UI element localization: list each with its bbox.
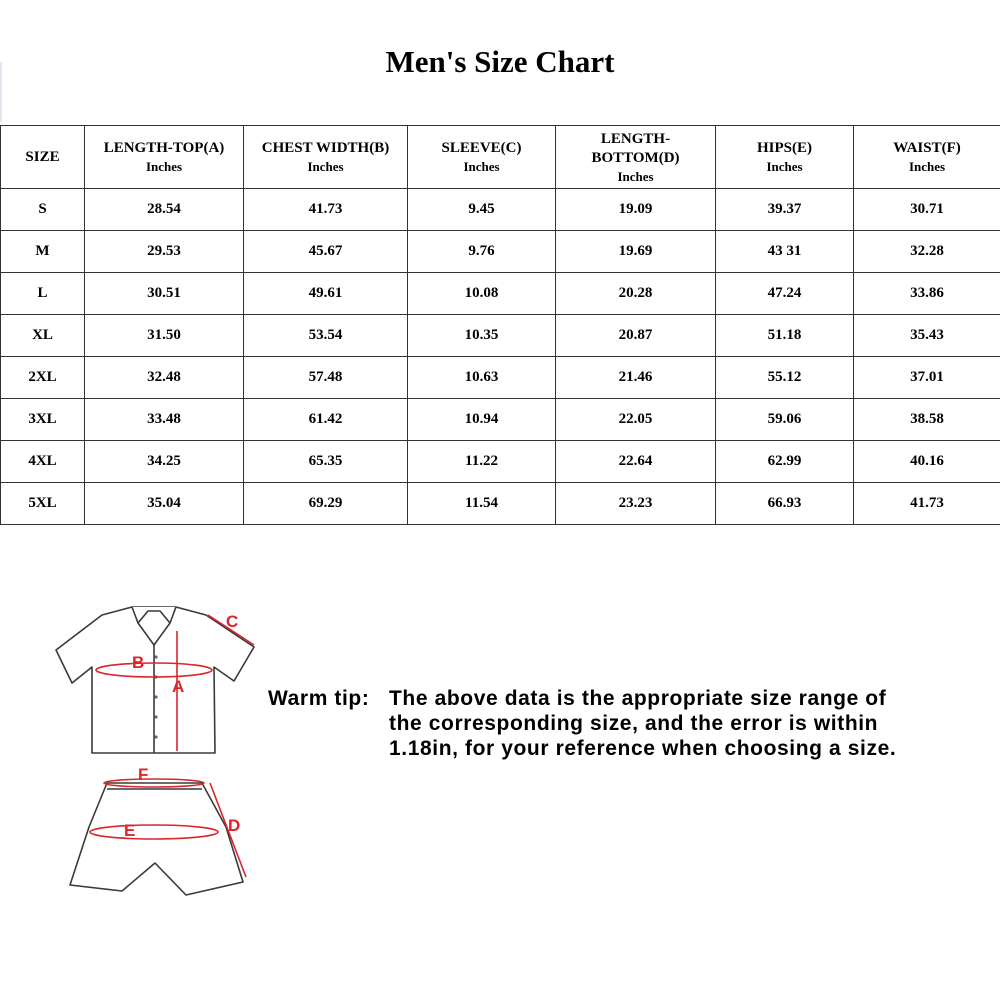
measurement-cell: 65.35 [244,441,408,483]
header-row [1,126,1000,189]
measurement-cell: 41.73 [854,483,1000,525]
measurement-cell: 19.09 [556,189,716,231]
column-header-label: WAIST(F) [893,140,961,156]
column-header [854,126,1000,189]
measurement-cell: 11.22 [408,441,556,483]
warm-tip-label: Warm tip: [268,687,370,710]
measurement-cell: 47.24 [716,273,854,315]
measurement-cell: 30.51 [85,273,244,315]
size-cell: 4XL [1,441,85,483]
label-b: B [132,653,145,672]
measurement-cell: 59.06 [716,399,854,441]
column-header-unit: Inches [617,168,654,184]
table-row [1,441,1000,483]
measurement-cell: 53.54 [244,315,408,357]
measurement-cell: 41.73 [244,189,408,231]
label-d: D [228,816,241,835]
measurement-cell: 33.48 [85,399,244,441]
size-cell: 5XL [1,483,85,525]
page-title: Men's Size Chart [385,44,615,79]
measurement-cell: 10.63 [408,357,556,399]
measurement-cell: 10.08 [408,273,556,315]
measurement-cell: 22.64 [556,441,716,483]
table-row [1,231,1000,273]
column-header [244,126,408,189]
column-header-label: SLEEVE(C) [441,140,522,156]
size-cell: L [1,273,85,315]
measurement-cell: 30.71 [854,189,1000,231]
measurement-cell: 35.43 [854,315,1000,357]
column-header-unit: Inches [463,159,500,174]
warm-tip-line: the corresponding size, and the error is within [389,712,879,735]
size-chart-table [0,125,1000,525]
measurement-cell: 37.01 [854,357,1000,399]
measurement-cell: 57.48 [244,357,408,399]
measurement-cell: 51.18 [716,315,854,357]
measurement-cell: 10.35 [408,315,556,357]
size-cell: XL [1,315,85,357]
column-header [85,126,244,189]
column-header-unit: Inches [766,159,803,174]
table-body [1,189,1000,525]
shirt-illustration [56,607,254,753]
column-header [408,126,556,189]
measurement-cell: 19.69 [556,231,716,273]
measurement-cell: 32.48 [85,357,244,399]
label-a: A [172,677,185,696]
column-header-label: LENGTH- BOTTOM(D) [591,130,680,166]
table-row [1,189,1000,231]
measurement-cell: 10.94 [408,399,556,441]
size-cell: 2XL [1,357,85,399]
measurement-cell: 69.29 [244,483,408,525]
table-row [1,315,1000,357]
measurement-cell: 29.53 [85,231,244,273]
measurement-cell: 23.23 [556,483,716,525]
column-header [1,126,85,189]
measurement-cell: 33.86 [854,273,1000,315]
column-header-unit: Inches [145,159,183,174]
edge-divider [0,62,2,122]
measurement-cell: 28.54 [85,189,244,231]
measurement-cell: 62.99 [716,441,854,483]
measurement-cell: 11.54 [408,483,556,525]
label-c: C [226,612,239,631]
measurement-cell: 43 31 [716,231,854,273]
measurement-cell: 34.25 [85,441,244,483]
table-row [1,483,1000,525]
measurement-cell: 55.12 [716,357,854,399]
column-header-label: SIZE [25,148,60,165]
size-cell: M [1,231,85,273]
table-row [1,399,1000,441]
warm-tip-text [389,686,988,761]
size-cell: S [1,189,85,231]
warm-tip-line: 1.18in, for your reference when choosing a size. [389,737,897,760]
measurement-cell: 31.50 [85,315,244,357]
warm-tip [268,686,988,761]
measurement-cell: 38.58 [854,399,1000,441]
measurement-cell: 20.87 [556,315,716,357]
garment-diagram [50,595,290,915]
measurement-cell: 39.37 [716,189,854,231]
label-e: E [124,821,136,840]
measurement-cell: 9.45 [408,189,556,231]
measurement-cell: 61.42 [244,399,408,441]
measurement-cell: 21.46 [556,357,716,399]
label-f: F [138,765,149,784]
column-header-label: CHEST WIDTH(B) [261,140,390,156]
measurement-cell: 49.61 [244,273,408,315]
measurement-cell: 66.93 [716,483,854,525]
measurement-cell: 45.67 [244,231,408,273]
column-header-label: LENGTH-TOP(A) [103,140,225,156]
measurement-cell: 9.76 [408,231,556,273]
warm-tip-line: The above data is the appropriate size range of [389,687,887,710]
measurement-cell: 20.28 [556,273,716,315]
column-header-label: HIPS(E) [756,140,812,156]
size-cell: 3XL [1,399,85,441]
table-row [1,357,1000,399]
measurement-cell: 35.04 [85,483,244,525]
column-header-unit: Inches [307,159,344,174]
column-header [556,126,716,189]
column-header-unit: Inches [908,159,946,174]
table-row [1,273,1000,315]
measurement-cell: 22.05 [556,399,716,441]
measurement-cell: 40.16 [854,441,1000,483]
measurement-cell: 32.28 [854,231,1000,273]
column-header [716,126,854,189]
